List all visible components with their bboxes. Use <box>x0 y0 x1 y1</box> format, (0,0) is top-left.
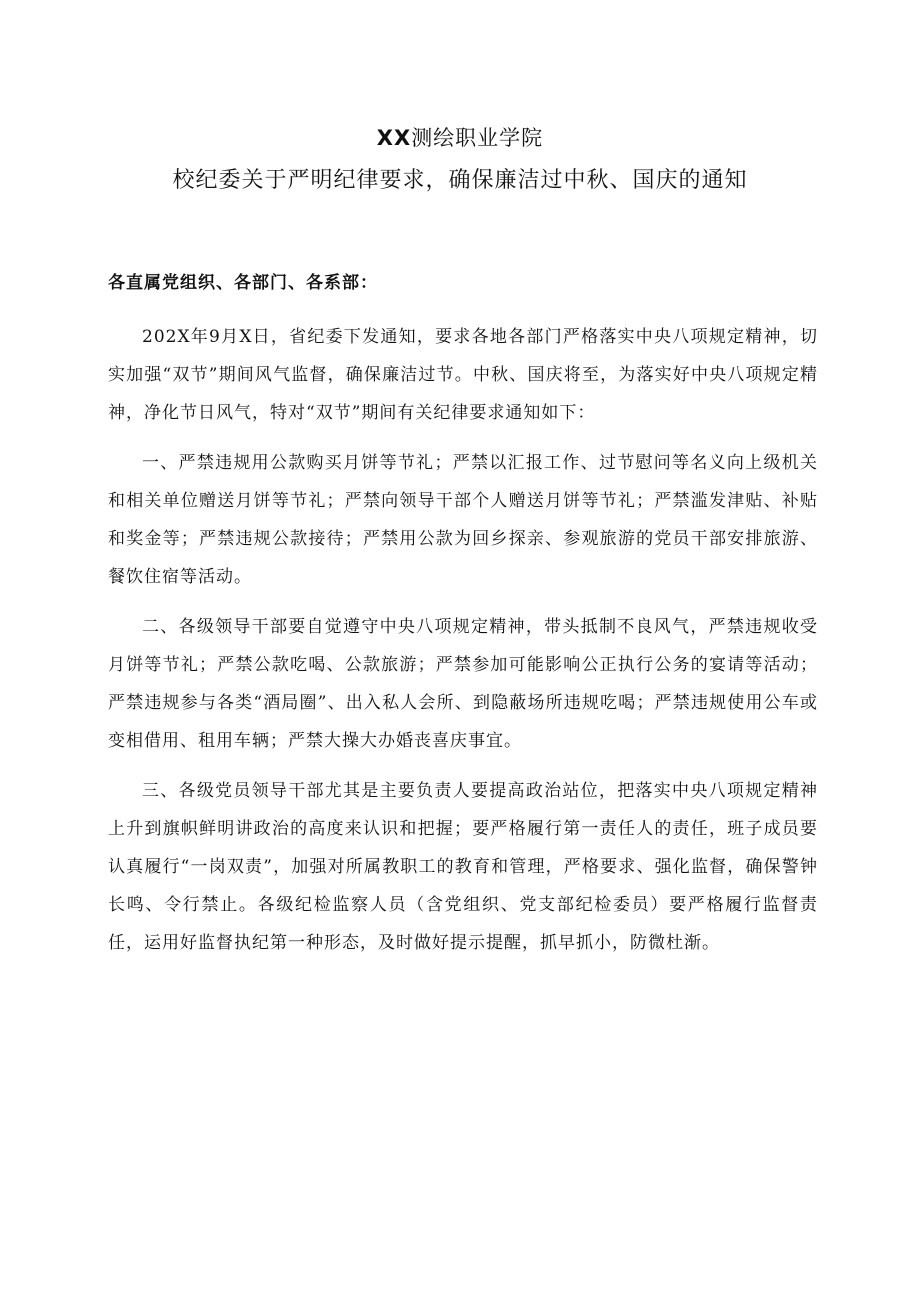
school-title <box>0 121 920 155</box>
salutation: 各直属党组织、各部门、各系部： <box>108 273 378 293</box>
title-block <box>0 121 920 199</box>
document-body <box>108 268 818 974</box>
paragraph-item-1: 一、严禁违规用公款购买月饼等节礼；严禁以汇报工作、过节慰问等名义向上级机关和相关单位赠送月饼等节礼；严禁向领导干部个人赠送月饼等节礼；严禁滥发津贴、补贴和奖金等；严禁违规公款接待；严禁用公款为回乡探亲、参观旅游的党员干部安排旅游、餐饮住宿等活动。 <box>108 453 818 587</box>
paragraph-item-2: 二、各级领导干部要自觉遵守中央八项规定精神，带头抵制不良风气，严禁违规收受月饼等节礼；严禁公款吃喝、公款旅游；严禁参加可能影响公正执行公务的宴请等活动；严禁违规参与各类“酒局圈”、出入私人会所、到隐蔽场所违规吃喝；严禁违规使用公车或变相借用、租用车辆；严禁大操大办婚丧喜庆事宜。 <box>108 617 818 751</box>
paragraph-intro: 202X年9月X日，省纪委下发通知，要求各地各部门严格落实中央八项规定精神，切实加强“双节”期间风气监督，确保廉洁过节。中秋、国庆将至，为落实好中央八项规定精神，净化节日风气，特对“双节”期间有关纪律要求通知如下： <box>108 327 818 423</box>
school-name: 测绘职业学院 <box>411 126 544 150</box>
notice-title: 校纪委关于严明纪律要求，确保廉洁过中秋、国庆的通知 <box>172 168 748 193</box>
school-prefix: XX <box>376 126 412 150</box>
paragraph-item-3: 三、各级党员领导干部尤其是主要负责人要提高政治站位，把落实中央八项规定精神上升到旗帜鲜明讲政治的高度来认识和把握；要严格履行第一责任人的责任，班子成员要认真履行“一岗双责”，加强对所属教职工的教育和管理，严格要求、强化监督，确保警钟长鸣、令行禁止。各级纪检监察人员（含党组织、党支部纪检委员）要严格履行监督责任，运用好监督执纪第一种形态，及时做好提示提醒，抓早抓小，防微杜渐。 <box>108 781 818 953</box>
